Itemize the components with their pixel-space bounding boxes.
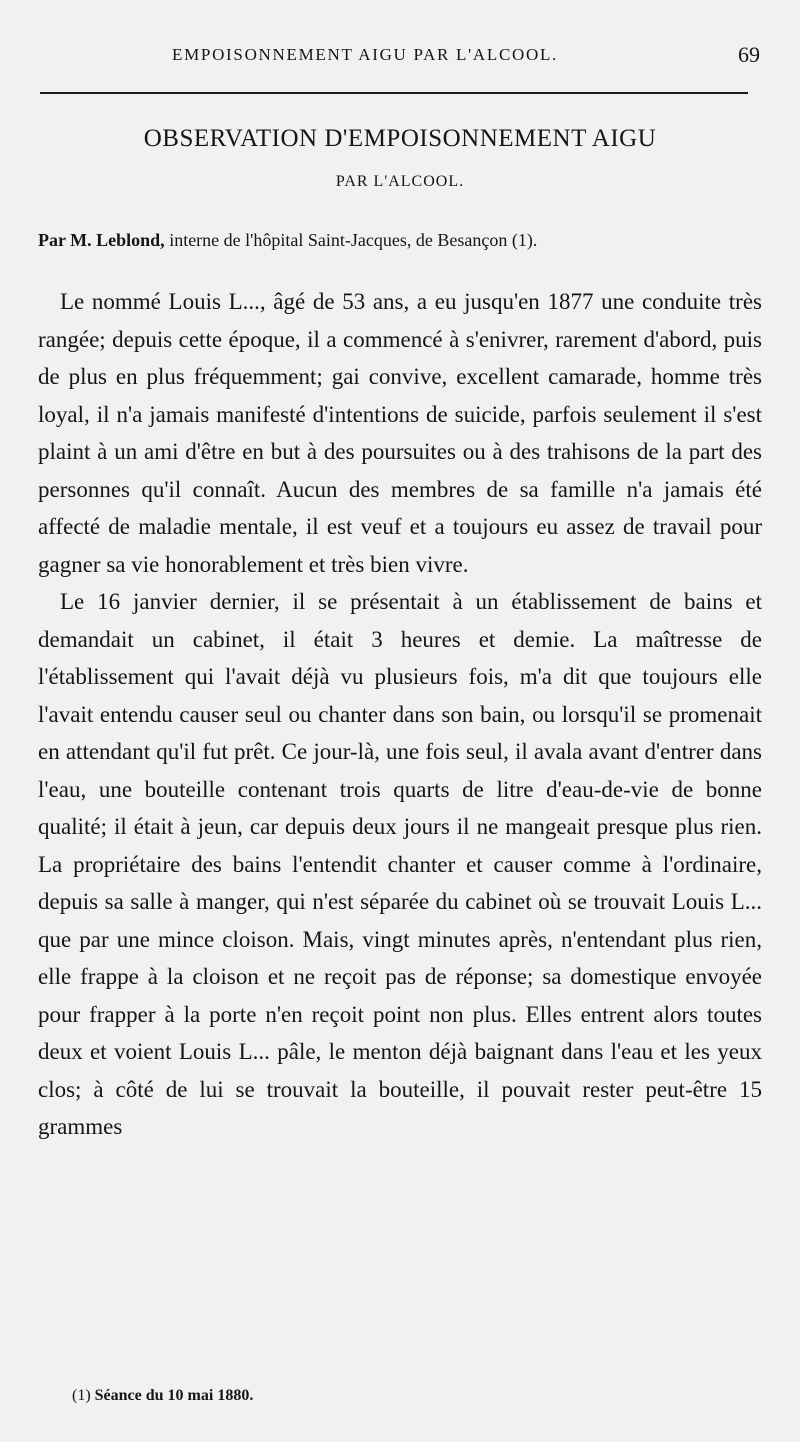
footnote — [72, 1385, 253, 1407]
footnote-marker: (1) — [72, 1387, 95, 1404]
page-number: 69 — [738, 42, 760, 67]
running-title: EMPOISONNEMENT AIGU PAR L'ALCOOL. — [172, 45, 558, 64]
body-paragraph-1: Le nommé Louis L..., âgé de 53 ans, a eu jusqu'en 1877 une conduite très rangée; depuis cette époque, il a commencé à s'enivrer, rarement d'abord, puis de plus en plus fréquemment; gai convive, excellent camarade, homme très loyal, il n'a jamais manifesté d'intentions de suicide, parfois seulement il s'est plaint à un ami d'être en but à des poursuites ou à des trahisons de la part des personnes qu'il connaît. Aucun des membres de sa famille n'a jamais été affecté de maladie mentale, il est veuf et a toujours eu assez de travail pour gagner sa vie honorablement et très bien vivre. — [38, 289, 762, 577]
body-text — [38, 283, 762, 1146]
article-title: OBSERVATION D'EMPOISONNEMENT AIGU — [143, 125, 657, 152]
footnote-text: Séance du 10 mai 1880. — [94, 1387, 254, 1404]
article-subtitle: PAR L'ALCOOL. — [335, 173, 465, 190]
body-paragraph-2: Le 16 janvier dernier, il se présentait à un établissement de bains et demandait un cabinet, il était 3 heures et demie. La maîtresse de l'établissement qui l'avait déjà vu plusieurs fois, m'a dit que toujours elle l'avait entendu causer seul ou chanter dans son bain, ou lorsqu'il se promenait en attendant qu'il fut prêt. Ce jour-là, une fois seul, il avala avant d'entrer dans l'eau, une bouteille contenant trois quarts de litre d'eau-de-vie de bonne qualité; il était à jeun, car depuis deux jours il ne mangeait presque plus rien. La propriétaire des bains l'entendit chanter et causer comme à l'ordinaire, depuis sa salle à manger, qui n'est séparée du cabinet où se trouvait Louis L... que par une mince cloison. Mais, vingt minutes après, n'entendant plus rien, elle frappe à la cloison et ne reçoit pas de réponse; sa domestique envoyée pour frapper à la porte n'en reçoit point non plus. Elles entrent alors toutes deux et voient Louis L... pâle, le menton déjà baignant dans l'eau et les yeux clos; à côté de lui se trouvait la bouteille, il pouvait rester peut-être 15 grammes — [38, 589, 762, 1139]
byline-affiliation: interne de l'hôpital Saint-Jacques, de Besançon (1). — [164, 230, 538, 250]
running-head — [40, 42, 760, 72]
byline — [38, 227, 758, 253]
byline-author: Par M. Leblond, — [38, 230, 165, 250]
header-rule — [40, 92, 748, 94]
